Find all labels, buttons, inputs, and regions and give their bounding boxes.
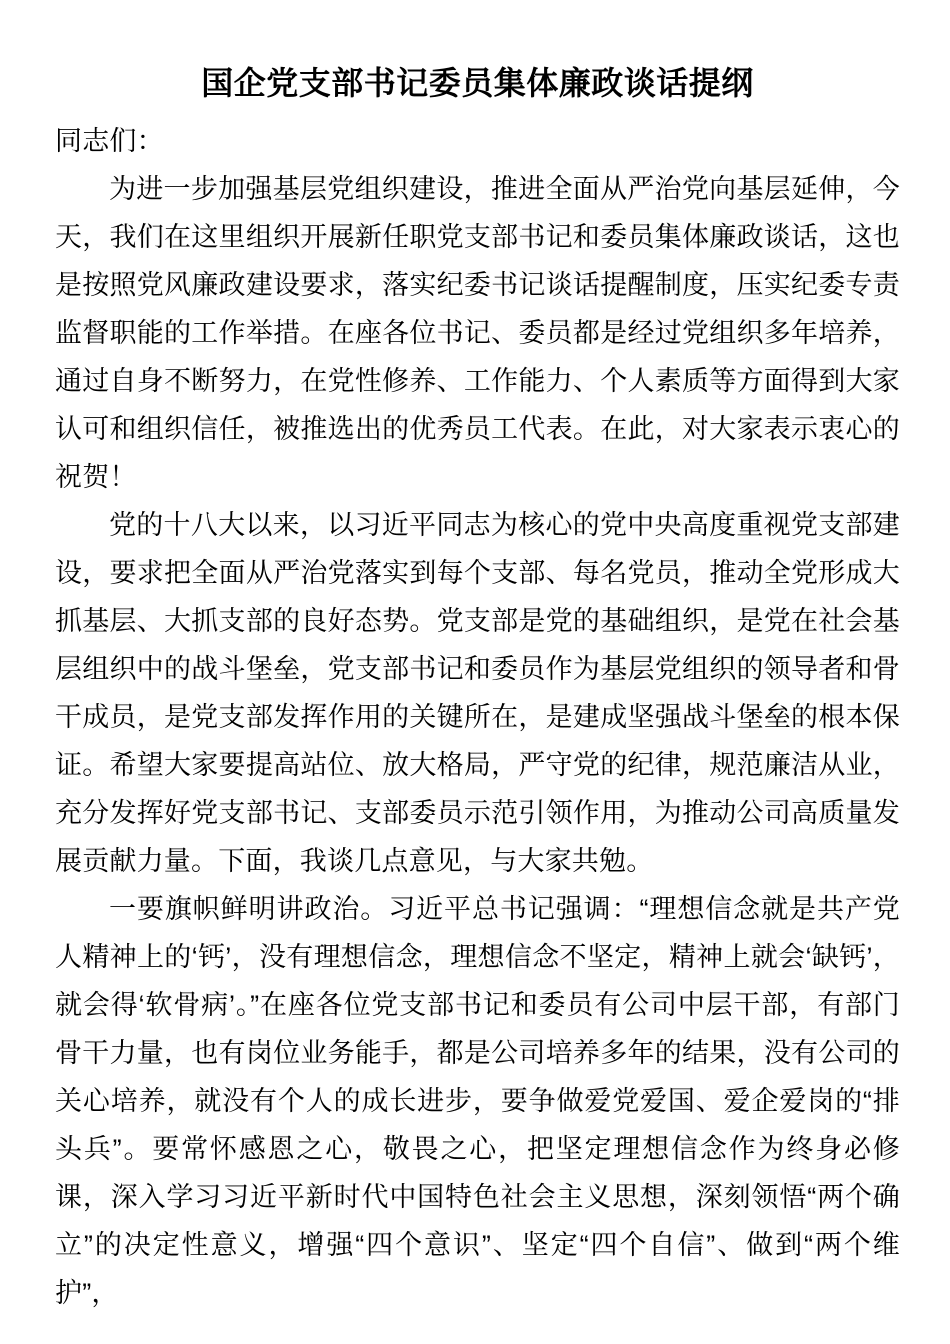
body-paragraph-2: 党的十八大以来，以习近平同志为核心的党中央高度重视党支部建设，要求把全面从严治党落实到每个支部、每名党员，推动全党形成大抓基层、大抓支部的良好态势。党支部是党的基础组织，是党在社会基层组织中的战斗堡垒，党支部书记和委员作为基层党组织的领导者和骨干成员，是党支部发挥作用的关键所在，是建成坚强战斗堡垒的根本保证。希望大家要提高站位、放大格局，严守党的纪律，规范廉洁从业，充分发挥好党支部书记、支部委员示范引领作用，为推动公司高质量发展贡献力量。下面，我谈几点意见，与大家共勉。 [55,510,900,877]
body-paragraph-1: 为进一步加强基层党组织建设，推进全面从严治党向基层延伸，今天，我们在这里组织开展新任职党支部书记和委员集体廉政谈话，这也是按照党风廉政建设要求，落实纪委书记谈话提醒制度，压实纪委专责监督职能的工作举措。在座各位书记、委员都是经过党组织多年培养，通过自身不断努力，在党性修养、工作能力、个人素质等方面得到大家认可和组织信任，被推选出的优秀员工代表。在此，对大家表示衷心的祝贺！ [55,174,900,493]
body-paragraph-3: 一要旗帜鲜明讲政治。习近平总书记强调：“理想信念就是共产党人精神上的‘钙’，没有理想信念，理想信念不坚定，精神上就会‘缺钙’，就会得‘软骨病’。”在座各位党支部书记和委员有公司中层干部，有部门骨干力量，也有岗位业务能手，都是公司培养多年的结果，没有公司的关心培养，就没有个人的成长进步，要争做爱党爱国、爱企爱岗的“排头兵”。要常怀感恩之心，敬畏之心，把坚定理想信念作为终身必修课，深入学习习近平新时代中国特色社会主义思想，深刻领悟“两个确立”的决定性意义，增强“四个意识”、坚定“四个自信”、做到“两个维护”， [55,894,900,1309]
salutation-line: 同志们： [55,126,164,157]
document-body [55,0,900,1317]
page-title: 国企党支部书记委员集体廉政谈话提纲 [201,65,754,101]
